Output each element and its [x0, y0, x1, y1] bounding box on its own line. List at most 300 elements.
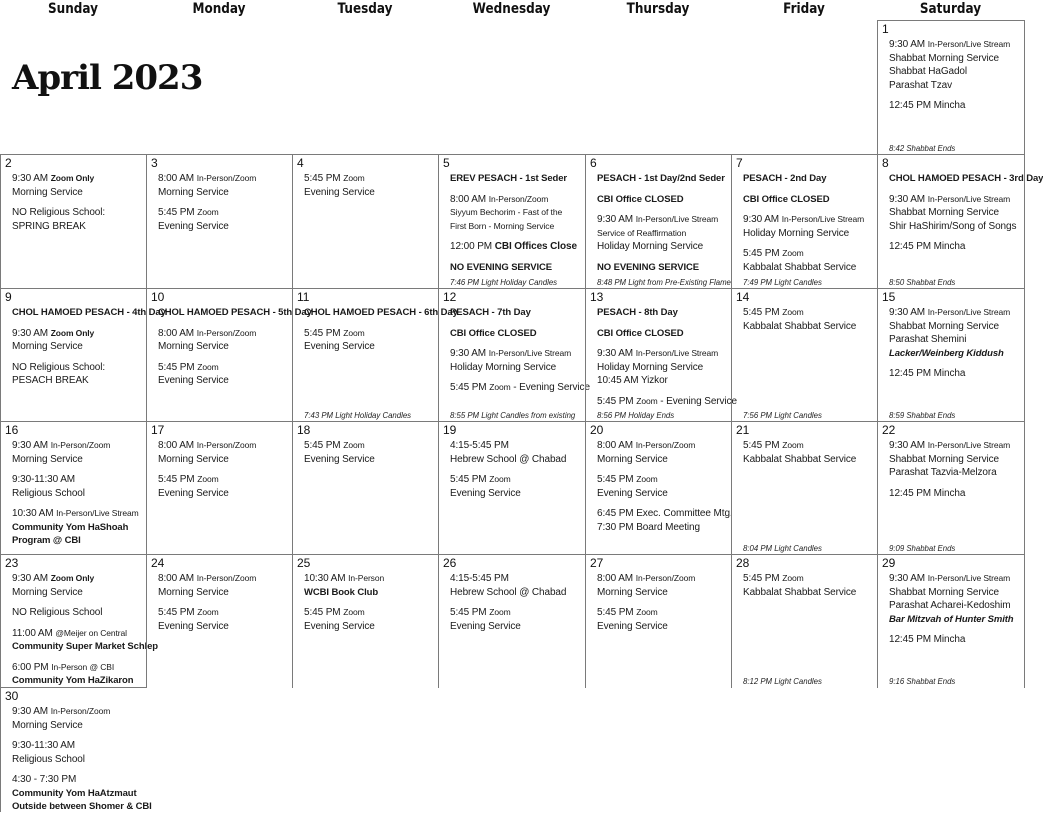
event-text: Shabbat HaGadol [889, 66, 968, 77]
event-text: Parashat Tazvia-Melzora [889, 467, 997, 478]
event-line [889, 613, 1023, 627]
day-number: 6 [590, 156, 597, 170]
event-location: In-Person/Zoom [488, 193, 549, 204]
event-line [12, 473, 146, 487]
event-text: Evening Service [304, 341, 375, 352]
day-number: 30 [5, 689, 19, 703]
event-location: In-Person/Live Stream [927, 39, 1011, 49]
weekday-tuesday: Tuesday [337, 1, 393, 17]
event-text: Parashat Shemini [889, 334, 967, 345]
event-text: Holiday Morning Service [597, 241, 704, 252]
event-text: CBI Office CLOSED [743, 193, 830, 205]
event-text: 5:45 PM [158, 607, 195, 618]
event-line [450, 453, 585, 467]
day-cell-19[interactable] [438, 421, 586, 555]
event-location: In-Person/Zoom [196, 327, 257, 338]
event-text: 9:30 AM [743, 214, 779, 225]
event-text: 9:30 AM [889, 307, 925, 318]
day-number: 17 [151, 423, 165, 437]
event-line [743, 193, 877, 207]
candle-lighting-note: 8:55 PM Light Candles from existing [450, 411, 576, 420]
event-line [12, 507, 146, 521]
event-line [158, 487, 292, 501]
event-location: Zoom Only [50, 173, 95, 183]
event-list [597, 439, 731, 534]
event-list [12, 306, 166, 388]
event-text: 10:45 AM Yizkor [597, 375, 668, 386]
event-line [889, 99, 1023, 113]
event-list [889, 306, 1023, 381]
event-line [597, 347, 731, 361]
event-text: 5:45 PM [304, 440, 341, 451]
candle-lighting-note: 8:48 PM Light from Pre-Existing Flame [597, 278, 731, 287]
event-text: 12:45 PM Mincha [889, 241, 966, 252]
event-text: 8:00 AM [597, 573, 633, 584]
event-list [889, 172, 1043, 254]
event-location: Zoom [636, 474, 658, 484]
event-line [304, 327, 438, 341]
day-cell-16[interactable] [0, 421, 147, 555]
weekday-wednesday: Wednesday [472, 1, 551, 17]
event-line [12, 627, 146, 641]
day-cell-24[interactable] [146, 554, 293, 688]
event-line [889, 333, 1023, 347]
event-line [304, 172, 438, 186]
event-text: 9:30 AM [12, 327, 48, 339]
event-line [304, 453, 438, 467]
event-text: Shabbat Morning Service [889, 52, 999, 64]
event-location: Zoom Only [50, 327, 95, 338]
event-line [12, 327, 146, 341]
event-text: NO Religious School [12, 607, 103, 618]
event-line [597, 586, 731, 600]
event-line [450, 261, 585, 275]
event-line [304, 186, 438, 200]
event-text: CBI Office CLOSED [597, 193, 684, 205]
event-line [889, 439, 1023, 453]
event-line [743, 320, 877, 334]
event-line [597, 227, 731, 241]
event-line [158, 327, 292, 341]
event-text: Shabbat Morning Service [889, 586, 999, 598]
event-text: Hebrew School @ Chabad [450, 586, 567, 598]
day-number: 25 [297, 556, 311, 570]
event-line [450, 586, 585, 600]
event-line [889, 240, 1023, 254]
weekday-saturday: Saturday [919, 1, 982, 17]
day-cell-4[interactable] [292, 154, 439, 289]
event-text: 12:45 PM Mincha [889, 487, 966, 499]
event-text: Evening Service [304, 186, 375, 198]
event-text: Shir HaShirim/Song of Songs [889, 220, 1017, 232]
day-cell-15[interactable] [877, 288, 1025, 422]
day-number: 24 [151, 556, 165, 570]
event-list [743, 172, 877, 274]
event-line [597, 193, 731, 207]
event-line [304, 586, 438, 600]
event-location: In-Person [348, 573, 385, 583]
event-line [889, 586, 1023, 600]
day-cell-27[interactable] [585, 554, 732, 688]
event-line [450, 620, 585, 634]
event-line [12, 719, 146, 733]
event-text: 9:30 AM [12, 573, 48, 584]
event-list [450, 306, 590, 395]
event-list [743, 306, 877, 333]
event-line [12, 787, 146, 801]
event-line [889, 172, 1043, 186]
event-line [889, 367, 1023, 381]
day-cell-1[interactable] [877, 20, 1025, 155]
day-cell-7[interactable] [731, 154, 878, 289]
day-cell-5[interactable] [438, 154, 586, 289]
event-text: 5:45 PM [450, 474, 487, 485]
candle-lighting-note: 7:56 PM Light Candles [743, 411, 822, 420]
event-text: 9:30 AM [597, 214, 633, 225]
event-text: NO EVENING SERVICE [597, 261, 700, 273]
event-line [304, 340, 438, 354]
event-line [12, 172, 146, 186]
event-list [889, 572, 1023, 647]
event-line [597, 374, 731, 388]
event-location: In-Person/Zoom [635, 573, 696, 583]
event-text: 4:15-5:45 PM [450, 440, 509, 451]
day-cell-28[interactable] [731, 554, 878, 688]
event-location: Zoom [489, 607, 511, 617]
day-cell-12[interactable] [438, 288, 590, 422]
event-text: 9:30 AM [889, 573, 925, 584]
event-text: 12:45 PM Mincha [889, 634, 966, 645]
event-text: Kabbalat Shabbat Service [743, 586, 857, 598]
event-location: In-Person/Live Stream [56, 508, 139, 518]
candle-lighting-note: 7:46 PM Light Holiday Candles [450, 278, 558, 287]
event-line [450, 220, 585, 234]
event-text: Morning Service [12, 341, 83, 352]
day-cell-14[interactable] [731, 288, 878, 422]
event-line [743, 439, 877, 453]
candle-lighting-note: 7:49 PM Light Candles [743, 278, 822, 287]
day-number: 18 [297, 423, 311, 437]
day-number: 11 [297, 290, 310, 304]
day-cell-2[interactable] [0, 154, 147, 289]
event-text: Morning Service [597, 453, 668, 465]
event-line [597, 453, 731, 467]
day-number: 10 [151, 290, 165, 304]
day-cell-3[interactable] [146, 154, 293, 289]
day-number: 7 [736, 156, 743, 170]
event-text: Evening Service [158, 220, 229, 232]
event-list [304, 172, 438, 199]
event-text: 8:00 AM [597, 440, 633, 451]
event-text: PESACH - 7th Day [450, 307, 531, 318]
event-text: Holiday Morning Service [597, 361, 704, 373]
event-line [597, 606, 731, 620]
event-line [889, 320, 1023, 334]
event-text: CHOL HAMOED PESACH - 5th Day [158, 307, 312, 318]
event-line [743, 247, 877, 261]
event-line [450, 172, 585, 186]
day-number: 14 [736, 290, 750, 304]
event-location: Zoom [636, 395, 658, 406]
event-line [597, 306, 731, 320]
event-line [450, 381, 590, 395]
event-list [450, 572, 585, 633]
event-line [450, 347, 585, 361]
day-cell-29[interactable] [877, 554, 1025, 688]
day-cell-6[interactable] [585, 154, 732, 289]
day-cell-26[interactable] [438, 554, 586, 688]
day-cell-30[interactable] [0, 687, 152, 812]
event-line [12, 586, 146, 600]
event-line [597, 261, 731, 275]
event-location: Zoom [343, 327, 365, 338]
event-line [889, 38, 1023, 52]
event-line [450, 572, 585, 586]
event-line [889, 572, 1023, 586]
event-location: @Meijer on Central [55, 627, 127, 638]
event-list [304, 306, 458, 354]
event-line [158, 306, 312, 320]
event-line [12, 340, 146, 354]
day-cell-18[interactable] [292, 421, 439, 555]
event-line [597, 620, 731, 634]
event-line [12, 439, 146, 453]
event-line [597, 172, 731, 186]
event-line [450, 606, 585, 620]
event-line [450, 439, 585, 453]
event-list [889, 38, 1023, 113]
event-list [12, 705, 152, 814]
event-line [889, 206, 1023, 220]
event-text: 5:45 PM [743, 248, 780, 259]
event-list [158, 172, 292, 233]
event-line [12, 640, 158, 654]
event-text: Morning Service [12, 453, 83, 465]
event-list [743, 572, 877, 599]
event-line [12, 661, 146, 675]
event-location: Zoom [489, 474, 511, 484]
event-text: Community Super Market Schlep [12, 641, 158, 652]
event-text: 11:00 AM [12, 627, 53, 639]
candle-lighting-note: 8:59 Shabbat Ends [889, 411, 956, 420]
day-number: 23 [5, 556, 19, 570]
event-text: CHOL HAMOED PESACH - 4th Day [12, 307, 166, 318]
event-text: 5:45 PM [158, 474, 195, 485]
event-text: Morning Service [12, 186, 83, 198]
event-text: 5:45 PM [158, 361, 195, 373]
event-text: Evening Service [450, 487, 521, 499]
event-line [158, 620, 292, 634]
event-line [743, 227, 877, 241]
event-line [743, 586, 877, 600]
event-location: In-Person/Zoom [50, 440, 111, 450]
day-number: 8 [882, 156, 889, 170]
event-line [743, 261, 877, 275]
event-list [158, 439, 292, 500]
event-text: 4:30 - 7:30 PM [12, 774, 77, 785]
event-line [304, 572, 438, 586]
day-cell-21[interactable] [731, 421, 878, 555]
event-text: 5:45 PM [304, 173, 341, 184]
event-line [889, 306, 1023, 320]
event-line [889, 599, 1023, 613]
event-line [597, 521, 731, 535]
event-text: Morning Service [158, 341, 229, 352]
event-line [158, 172, 292, 186]
event-text: 9:30-11:30 AM [12, 474, 76, 485]
month-title: April 2023 [12, 58, 203, 98]
weekday-thursday: Thursday [626, 1, 690, 17]
candle-lighting-note: 7:43 PM Light Holiday Candles [304, 411, 412, 420]
event-text: 5:45 PM [597, 395, 634, 407]
event-line [597, 395, 737, 409]
event-line [158, 572, 292, 586]
event-text: Kabbalat Shabbat Service [743, 261, 857, 273]
event-list [597, 572, 731, 633]
day-number: 26 [443, 556, 457, 570]
event-line [158, 374, 292, 388]
event-line [889, 220, 1023, 234]
event-line [743, 213, 877, 227]
event-line [12, 206, 146, 220]
event-text: NO Religious School: [12, 361, 106, 373]
event-line [743, 453, 877, 467]
candle-lighting-note: 9:09 Shabbat Ends [889, 544, 956, 553]
event-suffix: - Evening Service [657, 395, 737, 407]
event-list [450, 172, 585, 274]
event-line [889, 193, 1023, 207]
event-text: 4:15-5:45 PM [450, 573, 509, 584]
event-line [889, 487, 1023, 501]
day-cell-17[interactable] [146, 421, 293, 555]
event-text: 8:00 AM [158, 440, 194, 451]
event-text: Morning Service [12, 719, 83, 731]
event-location: In-Person/Live Stream [781, 214, 865, 224]
event-text: 6:45 PM Exec. Committee Mtg. [597, 508, 733, 519]
event-text: Program @ CBI [12, 535, 81, 546]
event-text: 6:00 PM [12, 661, 49, 673]
event-text: Bar Mitzvah of Hunter Smith [889, 613, 1014, 625]
event-text: Siyyum Bechorim - Fast of the [450, 207, 563, 217]
event-line [12, 606, 146, 620]
day-number: 15 [882, 290, 896, 304]
event-line [158, 453, 292, 467]
event-text: Shabbat Morning Service [889, 453, 999, 465]
event-location: In-Person/Live Stream [635, 214, 719, 224]
event-text: CHOL HAMOED PESACH - 3rd Day [889, 173, 1043, 184]
event-line [450, 473, 585, 487]
event-text: 9:30 AM [889, 193, 925, 205]
event-text: Outside between Shomer & CBI [12, 801, 152, 812]
event-text: 5:45 PM [597, 474, 634, 485]
event-text: Evening Service [158, 375, 229, 386]
event-location: In-Person @ CBI [51, 661, 115, 672]
event-line [743, 572, 877, 586]
event-line [158, 340, 292, 354]
event-text: CBI Office CLOSED [597, 327, 684, 339]
event-text: EREV PESACH - 1st Seder [450, 173, 568, 184]
event-line [12, 572, 146, 586]
event-location: Zoom [489, 382, 511, 392]
event-text: 9:30 AM [12, 706, 48, 717]
event-line [12, 773, 146, 787]
event-line [597, 572, 731, 586]
day-number: 16 [5, 423, 19, 437]
day-number: 2 [5, 156, 12, 170]
event-location: In-Person/Zoom [635, 440, 696, 450]
event-line [597, 507, 731, 521]
event-list [743, 439, 877, 466]
event-text: 8:00 AM [158, 573, 194, 584]
event-text: Evening Service [304, 453, 375, 465]
event-location: Zoom [782, 573, 804, 583]
event-line [304, 620, 438, 634]
event-suffix: - Evening Service [510, 382, 590, 393]
day-cell-22[interactable] [877, 421, 1025, 555]
event-list [304, 572, 438, 633]
candle-lighting-note: 8:50 Shabbat Ends [889, 278, 956, 287]
event-text: Evening Service [304, 620, 375, 632]
event-location: In-Person/Live Stream [635, 348, 719, 358]
event-text: NO EVENING SERVICE [450, 261, 553, 273]
event-text: 9:30 AM [889, 39, 925, 50]
event-text: Morning Service [158, 586, 229, 598]
event-text: 10:30 AM [304, 573, 346, 584]
event-text: 5:45 PM [450, 607, 487, 618]
event-line [12, 306, 166, 320]
event-text: Evening Service [158, 487, 229, 499]
day-number: 9 [5, 290, 12, 304]
event-text: 12:45 PM Mincha [889, 368, 966, 379]
event-text: Shabbat Morning Service [889, 320, 999, 332]
event-line [597, 473, 731, 487]
candle-lighting-note: 8:12 PM Light Candles [743, 677, 822, 686]
day-number: 22 [882, 423, 896, 437]
event-list [158, 572, 292, 633]
event-text: PESACH BREAK [12, 375, 89, 386]
event-text: 12:45 PM Mincha [889, 100, 966, 111]
event-line [304, 306, 458, 320]
event-location: Zoom [782, 440, 804, 450]
event-text: Morning Service [12, 586, 83, 598]
event-location: In-Person/Live Stream [927, 193, 1011, 204]
event-line [450, 487, 585, 501]
event-text: Evening Service [158, 620, 229, 632]
event-text: Community Yom HaAtzmaut [12, 787, 137, 799]
event-line [889, 633, 1023, 647]
event-line [158, 206, 292, 220]
day-cell-20[interactable] [585, 421, 732, 555]
day-cell-13[interactable] [585, 288, 737, 422]
event-text: Service of Reaffirmation [597, 227, 687, 238]
day-cell-25[interactable] [292, 554, 439, 688]
event-line [12, 361, 146, 375]
event-location: In-Person/Live Stream [927, 307, 1011, 317]
event-location: Zoom [343, 173, 365, 183]
event-line [889, 79, 1023, 93]
event-list [450, 439, 585, 500]
event-location: In-Person/Live Stream [927, 573, 1011, 583]
event-line [158, 220, 292, 234]
event-text: 8:00 AM [450, 193, 486, 205]
event-location: In-Person/Zoom [196, 573, 257, 583]
day-cell-8[interactable] [877, 154, 1043, 289]
event-list [12, 172, 146, 233]
event-text: Parashat Tzav [889, 79, 952, 91]
event-location: Zoom Only [50, 573, 95, 583]
event-line [12, 521, 146, 535]
event-line [12, 674, 146, 688]
